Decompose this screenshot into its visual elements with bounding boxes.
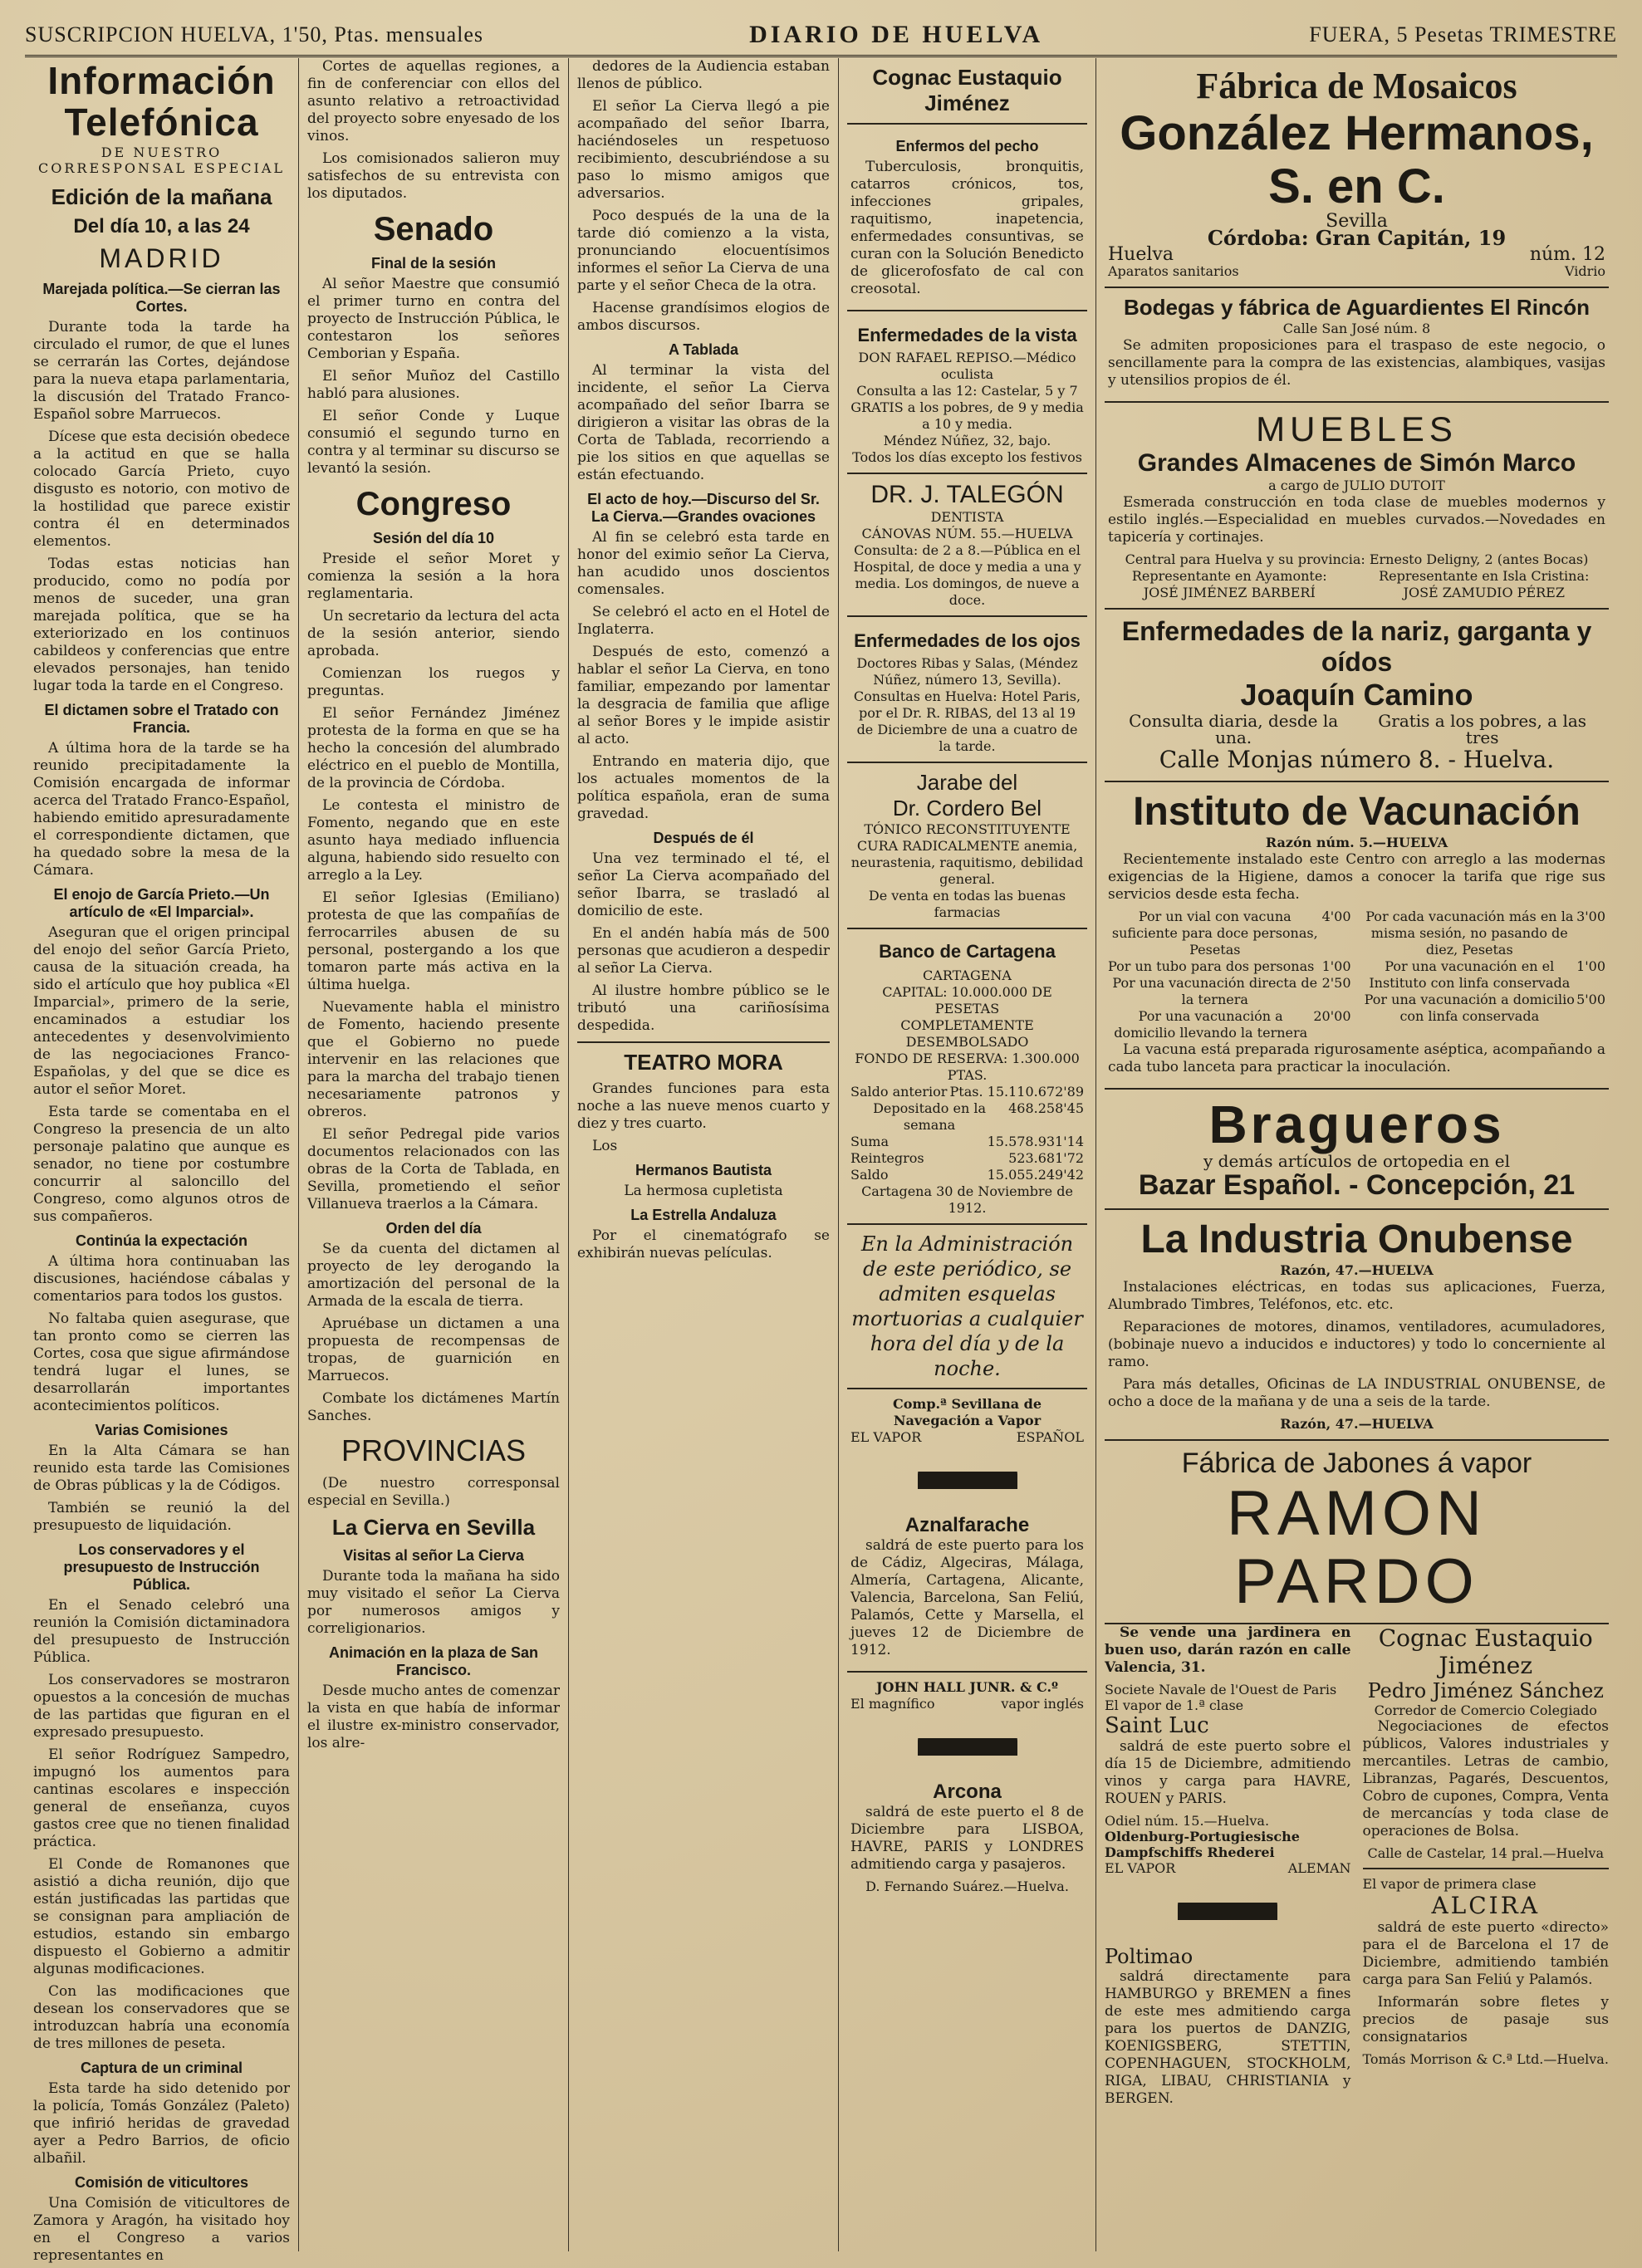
- ad-title: Bragueros: [1208, 1095, 1505, 1154]
- ad-line: FONDO DE RESERVA: 1.300.000 PTAS.: [855, 1051, 1080, 1083]
- balance-label: Saldo: [850, 1167, 889, 1183]
- ad-line: Razón núm. 5.—HUELVA: [1265, 835, 1448, 850]
- balance-row: [850, 1167, 1084, 1183]
- ad-title: Cognac Eustaquio Jiménez: [1378, 1624, 1593, 1679]
- tariff-value: 3'00: [1576, 909, 1605, 924]
- tariff-label: Por un vial con vacuna suficiente para doce personas, Pesetas: [1111, 909, 1318, 958]
- ad-line: El magnífico: [850, 1696, 935, 1712]
- paragraph: Preside el señor Moret y comienza la sesión a la hora reglamentaria.: [307, 551, 560, 602]
- ad-line: Corredor de Comercio Colegiado: [1374, 1702, 1597, 1718]
- ad-muebles: [1105, 403, 1609, 610]
- column-3: [569, 58, 839, 2251]
- tariff-value: 1'00: [1321, 958, 1351, 974]
- ad-line: CÁNOVAS NÚM. 55.—HUELVA: [861, 526, 1073, 541]
- ad-text: Negociaciones de efectos públicos, Valores industriales y mercantiles. Letras de cambio, Libranzas, Pagarés, Descuentos, Cobro de cupones, Compra, Venta de mercancías y toda clase de operaciones de Bolsa.: [1362, 1718, 1609, 1839]
- ad-title: Bazar Español. - Concepción, 21: [1138, 1169, 1576, 1201]
- balance-label: Depositado en la semana: [873, 1100, 987, 1133]
- tariff-value: 1'00: [1576, 958, 1605, 974]
- ad-hall: [847, 1673, 1087, 1902]
- ad-text: Se vende una jardinera en buen uso, darán razón en calle Valencia, 31.: [1105, 1624, 1351, 1676]
- ad-line: De venta en todas las buenas farmacias: [868, 888, 1066, 920]
- paragraph: A última hora de la tarde se ha reunido precipitadamente la Comisión encargada de informar acerca del Tratado Franco-Español, habiendo emitido apresuradamente el correspondiente dictamen, que ha quedado sobre la mesa de la Cámara.: [33, 740, 290, 879]
- ship-name: ALCIRA: [1431, 1892, 1541, 1919]
- ad-text: La vacuna está preparada rigurosamente aséptica, acompañando a cada tubo lanceta para practicar la inoculación.: [1108, 1041, 1605, 1075]
- paragraph: En la Alta Cámara se han reunido esta tarde las Comisiones de Obras públicas y la de Códigos.: [33, 1443, 290, 1494]
- ad-jabones: [1105, 1441, 1609, 1624]
- ship-name: Aznalfarache: [904, 1514, 1030, 1536]
- ad-line: y demás artículos de ortopedia en el: [1203, 1151, 1510, 1171]
- ad-line: JOSÉ ZAMUDIO PÉREZ: [1403, 585, 1565, 600]
- column-5: [1096, 58, 1617, 2251]
- ad-text: En la Administración de este periódico, se admiten esquelas mortuorias a cualquier hora del día y de la noche.: [851, 1232, 1083, 1380]
- ad-industria: [1105, 1210, 1609, 1441]
- section-heading: PROVINCIAS: [341, 1433, 527, 1467]
- headline: El acto de hoy.—Discurso del Sr. La Cierva.—Grandes ovaciones: [587, 491, 820, 525]
- paragraph: Los comisionados salieron muy satisfechos de su entrevista con los diputados.: [307, 150, 560, 202]
- ad-line: CURA RADICALMENTE anemia, neurastenia, raquitismo, debilidad general.: [850, 838, 1084, 887]
- ship-illustration: [918, 1451, 1017, 1509]
- ad-line: Aparatos sanitarios: [1108, 263, 1239, 279]
- ad-text: saldrá de este puerto sobre el día 15 de Diciembre, admitiendo vinos y carga para HAVRE, ROUEN y PARIS.: [1105, 1738, 1351, 1807]
- ad-talegon: [847, 474, 1087, 617]
- tariff-row: [1363, 909, 1606, 958]
- tariff-row: [1363, 992, 1606, 1025]
- balance-label: Suma: [850, 1134, 889, 1149]
- ad-title: Fábrica de Jabones á vapor: [1181, 1448, 1532, 1479]
- ad-title: La Industria Onubense: [1140, 1217, 1573, 1261]
- ad-text: saldrá de este puerto para los de Cádiz, Algeciras, Málaga, Almería, Cartagena, Alicante, Valencia, Barcelona, San Feliú, Palamós, Cette y Marsella, el jueves 12 de Diciembre de 1912.: [850, 1537, 1084, 1658]
- ad-line: Tomás Morrison & C.ª Ltd.—Huelva.: [1362, 2051, 1609, 2067]
- ad-line: ESPAÑOL: [1016, 1429, 1084, 1445]
- paragraph: Nuevamente habla el ministro de Fomento, haciendo presente que el Gobierno no puede intervenir en las relaciones que para la marcha del trabajo tienen necesariamente patronos y obreros.: [307, 999, 560, 1120]
- ad-row: [1105, 1860, 1351, 1877]
- balance-row: [850, 1084, 1084, 1100]
- ad-instituto: [1105, 782, 1609, 1090]
- ad-line: Calle de Castelar, 14 pral.—Huelva: [1367, 1845, 1604, 1861]
- paragraph: Por el cinematógrafo se exhibirán nuevas películas.: [577, 1227, 830, 1261]
- tariff-value: 20'00: [1313, 1008, 1351, 1024]
- ad-title: Fábrica de Mosaicos: [1196, 66, 1517, 106]
- ad-text: Se admiten proposiciones para el traspaso de este negocio, o sencillamente para la compra de las existencias, alambiques, vasijas y utensilios propios de él.: [1108, 337, 1605, 389]
- ad-banco: [847, 929, 1087, 1225]
- headline: Continúa la expectación: [75, 1232, 248, 1249]
- ad-heading: Enfermedades de la vista: [857, 325, 1077, 345]
- ad-mosaicos: [1105, 58, 1609, 288]
- ad-jarabe: [847, 763, 1087, 929]
- paragraph: Esta tarde se comentaba en el Congreso la presencia de un alto personaje palatino que aunque es senador, no tiene por costumbre concurrir al saloncillo del Congreso, como algunos otros de sus compañeros.: [33, 1104, 290, 1225]
- paragraph: Con las modificaciones que desean los conservadores que se introduzcan habría una economía de tres millones de peseta.: [33, 1983, 290, 2052]
- paragraph: El señor Iglesias (Emiliano) protesta de que las compañías de ferrocarriles abusen de su personal, postergando a los que tomaron parte más activa en la última huelga.: [307, 889, 560, 993]
- tariff-label: Por una vacunación en el Instituto con linfa conservada: [1369, 958, 1571, 991]
- paragraph: El señor La Cierva llegó a pie acompañado del señor Ibarra, haciéndoseles un respetuoso recibimiento, descubriéndose a su paso lo mismo amigos que adversarios.: [577, 98, 830, 202]
- bottom-right-ads: [1363, 1624, 1610, 2113]
- balance-label: Reintegros: [850, 1150, 924, 1166]
- paragraph: Un secretario da lectura del acta de la sesión anterior, siendo aprobada.: [307, 608, 560, 659]
- tariff-value: 2'50: [1321, 975, 1351, 991]
- ad-title: Enfermedades de la nariz, garganta y oídos: [1121, 616, 1592, 677]
- ad-line: Representante en Ayamonte:: [1131, 568, 1327, 584]
- ad-line: JOHN HALL JUNR. & C.º: [875, 1679, 1059, 1695]
- headline: Visitas al señor La Cierva: [343, 1547, 524, 1564]
- ad-text: Para más detalles, Oficinas de LA INDUSTRIAL ONUBENSE, de ocho a doce de la mañana y de una a seis de la tarde.: [1108, 1376, 1605, 1410]
- balance-label: Saldo anterior: [850, 1084, 948, 1100]
- tariff-label: Por cada vacunación más en la misma sesión, no pasando de diez, Pesetas: [1365, 909, 1574, 958]
- paragraph: Al señor Maestre que consumió el primer turno en contra del proyecto de Instrucción Pública, le contestaron los señores Cemborian y España.: [307, 276, 560, 362]
- ad-heading: Enfermedades de los ojos: [854, 630, 1081, 651]
- paragraph: Entrando en materia dijo, que los actuales momentos de la política española, eran de suma gravedad.: [577, 753, 830, 822]
- ad-line: Odiel núm. 15.—Huelva.: [1105, 1813, 1270, 1829]
- ad-title: Grandes Almacenes de Simón Marco: [1137, 449, 1576, 477]
- balance-value: Ptas. 15.110.672'89: [949, 1084, 1084, 1100]
- tariff-row: [1108, 975, 1351, 1008]
- balance-row: [850, 1134, 1084, 1150]
- ad-line: D. Fernando Suárez.—Huelva.: [865, 1879, 1069, 1894]
- headline: Varias Comisiones: [95, 1422, 228, 1438]
- ad-title: Dr. Cordero Bel: [892, 796, 1042, 820]
- paragraph: Combate los dictámenes Martín Sanches.: [307, 1390, 560, 1424]
- ad-camino: [1105, 610, 1609, 782]
- section-heading: Congreso: [355, 486, 512, 522]
- paragraph: Le contesta el ministro de Fomento, negando que en este asunto haya mediado influencia alguna, habiendo sido resuelto con arreglo a la Ley.: [307, 797, 560, 884]
- tariff-label: Por un tubo para dos personas: [1108, 958, 1315, 974]
- ad-line: Comp.ª Sevillana de Navegación a Vapor: [892, 1396, 1042, 1428]
- ad-line: EL VAPOR: [1105, 1860, 1176, 1876]
- section-title: Información Telefónica: [47, 59, 276, 144]
- headline: Captura de un criminal: [80, 2060, 243, 2076]
- ad-line: a cargo de JULIO DUTOIT: [1268, 478, 1445, 493]
- ad-text: Esmerada construcción en toda clase de muebles modernos y estilo inglés.—Especialidad en muebles curvados.—Novedades en tapicería y cortinajes.: [1108, 494, 1605, 546]
- divider: [577, 1041, 830, 1043]
- tariff-value: 4'00: [1321, 909, 1351, 924]
- ship-name: Poltimao: [1105, 1945, 1194, 1968]
- ad-bragueros: [1105, 1090, 1609, 1210]
- edition-label: Edición de la mañana: [51, 184, 272, 209]
- masthead: [25, 20, 1617, 57]
- headline: El enojo de García Prieto.—Un artículo de «El Imparcial».: [53, 886, 270, 920]
- paragraph: Se celebró el acto en el Hotel de Inglaterra.: [577, 604, 830, 638]
- ad-line: JOSÉ JIMÉNEZ BARBERÍ: [1143, 585, 1316, 600]
- paragraph: En el andén había más de 500 personas que acudieron a despedir al señor La Cierva.: [577, 925, 830, 977]
- paragraph: El señor Rodríguez Sampedro, impugnó los aumentos para cantinas escolares e inspección general de enseñanza, cuyos gastos cree que no tienen finalidad práctica.: [33, 1746, 290, 1850]
- headline: La Cierva en Sevilla: [331, 1515, 536, 1540]
- ad-line: Oldenburg-Portugiesische Dampfschiffs Rhederei: [1105, 1829, 1300, 1860]
- paragraph: Aseguran que el origen principal del enojo del señor García Prieto, causa de la situación creada, ha sido el artículo que hoy publica «El Imparcial», primero de la serie, encaminados a estudiar los antecedentes y desenvolvimiento de las negociaciones Franco-Españolas, y del que se dice es autor el señor Moret.: [33, 924, 290, 1098]
- section-heading: Senado: [373, 211, 494, 247]
- paragraph: El señor Conde y Luque consumió el segundo turno en contra y al terminar su discurso se levantó la sesión.: [307, 408, 560, 477]
- paragraph: Al ilustre hombre público se le tributó una cariñosísima despedida.: [577, 982, 830, 1034]
- balance-value: 15.055.249'42: [987, 1167, 1084, 1183]
- ad-text: Recientemente instalado este Centro con arreglo a las modernas exigencias de la Higiene, damos a conocer la tarifa que rige sus servicios desde esta fecha.: [1108, 851, 1605, 903]
- paragraph: La hermosa cupletista: [624, 1183, 783, 1199]
- paragraph: Los: [592, 1138, 618, 1154]
- paragraph: Hacense grandísimos elogios de ambos discursos.: [577, 300, 830, 334]
- ad-line: vapor inglés: [1001, 1696, 1084, 1712]
- balance-row: [850, 1150, 1084, 1167]
- headline: Final de la sesión: [370, 255, 497, 272]
- ad-text: Informarán sobre fletes y precios de pasaje sus consignatarios: [1362, 1994, 1609, 2045]
- ad-line: Central para Huelva y su provincia: Ernesto Deligny, 2 (antes Bocas): [1125, 551, 1589, 567]
- ad-title: González Hermanos, S. en C.: [1120, 106, 1594, 213]
- ad-ojos: [847, 617, 1087, 763]
- bottom-left-ads: [1105, 1624, 1351, 2113]
- paragraph: Cortes de aquellas regiones, a fin de conferenciar con ellos del asunto relativo a retroactividad del proyecto sobre enyesado de los vinos.: [307, 58, 560, 145]
- paragraph: Una Comisión de viticultores de Zamora y Aragón, ha visitado hoy en el Congreso a varios representantes en: [33, 2195, 290, 2264]
- ad-line: CAPITAL: 10.000.000 DE PESETAS: [882, 984, 1052, 1016]
- ad-row: [1108, 568, 1605, 601]
- ad-line: GRATIS a los pobres, de 9 y media a 10 y media.: [850, 399, 1084, 432]
- ad-line: DON RAFAEL REPISO.—Médico oculista: [858, 350, 1076, 382]
- ad-text: Reparaciones de motores, dinamos, ventiladores, acumuladores, (bobinaje nuevo a inducidos e inductores) y todo lo concerniente al ramo.: [1108, 1319, 1605, 1370]
- paragraph: Comienzan los ruegos y preguntas.: [307, 665, 560, 699]
- ad-line: Societe Navale de l'Ouest de Paris: [1105, 1682, 1337, 1697]
- tariff-label: Por una vacunación a domicilio con linfa conservada: [1364, 992, 1575, 1024]
- paragraph: En el Senado celebró una reunión la Comisión dictaminadora del presupuesto de Instrucción Pública.: [33, 1597, 290, 1666]
- masthead-left: SUSCRIPCION HUELVA, 1'50, Ptas. mensuales: [25, 22, 484, 47]
- ad-text: Tuberculosis, bronquitis, catarros crónicos, tos, infecciones gripales, raquitismo, inapetencia, enfermedades consuntivas, se curan con la Solución Benedicto de glicerofosfato de cal con creosotal.: [850, 159, 1084, 297]
- headline: Los conservadores y el presupuesto de Instrucción Pública.: [63, 1541, 260, 1593]
- tariff-label: Por una vacunación directa de la ternera: [1112, 975, 1318, 1007]
- paragraph: El señor Pedregal pide varios documentos relacionados con las obras de la Corta de Tablada, en Sevilla, prometiendo el señor Villanueva traerlos a la Cámara.: [307, 1126, 560, 1212]
- paragraph: A última hora continuaban las discusiones, haciéndose cábalas y comentarios para todos los gustos.: [33, 1253, 290, 1305]
- ad-line: El vapor de 1.ª clase: [1105, 1697, 1244, 1713]
- paragraph: Grandes funciones para esta noche a las nueve menos cuarto y diez y tres cuarto.: [577, 1080, 830, 1132]
- tariff-row: [1363, 958, 1606, 992]
- balance-row: [850, 1100, 1084, 1134]
- ad-line: Doctores Ribas y Salas, (Méndez Núñez, número 13, Sevilla).: [856, 655, 1078, 688]
- bottom-ads: [1105, 1624, 1609, 2113]
- ad-line: Calle San José núm. 8: [1282, 321, 1431, 336]
- ad-text: Instalaciones eléctricas, en todas sus aplicaciones, Fuerza, Alumbrado Timbres, Teléfonos, etc. etc.: [1108, 1279, 1605, 1313]
- ad-line: COMPLETAMENTE DESEMBOLSADO: [900, 1017, 1034, 1050]
- ad-row: [850, 1429, 1084, 1446]
- ad-line: Consulta a las 12: Castelar, 5 y 7: [856, 383, 1078, 399]
- ad-line: Razón, 47.—HUELVA: [1280, 1416, 1434, 1432]
- ad-line: CARTAGENA: [923, 967, 1012, 983]
- theater-heading: TEATRO MORA: [624, 1050, 783, 1075]
- ad-line: DENTISTA: [930, 509, 1004, 525]
- ad-text: saldrá de este puerto el 8 de Diciembre para LISBOA, HAVRE, PARIS y LONDRES admitiendo carga y pasajeros.: [850, 1804, 1084, 1873]
- ad-text: saldrá de este puerto «directo» para el de Barcelona el 17 de Diciembre, admitiendo también carga para San Feliú y Palamós.: [1362, 1919, 1609, 1988]
- ad-row: [1108, 713, 1605, 746]
- ad-title: Instituto de Vacunación: [1133, 790, 1581, 834]
- paragraph: El señor Muñoz del Castillo habló para alusiones.: [307, 368, 560, 402]
- ad-line: Córdoba: Gran Capitán, 19: [1207, 226, 1507, 250]
- ad-title: Jarabe del: [916, 770, 1018, 795]
- ad-title: Bodegas y fábrica de Aguardientes El Rincón: [1123, 295, 1591, 320]
- ad-text: saldrá directamente para HAMBURGO y BREMEN a fines de este mes admitiendo carga para los puertos de DANZIG, KOENIGSBERG, STETTIN, COPENHAGUEN, STOCKHOLM, RIGA, LIBAU, CHRISTIANIA y BERGEN.: [1105, 1968, 1351, 2107]
- column-4: [839, 58, 1096, 2251]
- column-1: [25, 58, 299, 2264]
- balance-value: 15.578.931'14: [987, 1134, 1084, 1149]
- ship-illustration: [918, 1717, 1017, 1776]
- ad-line: Cartagena 30 de Noviembre de 1912.: [861, 1183, 1073, 1216]
- edition-date: Del día 10, a las 24: [73, 215, 250, 238]
- ad-vista: [847, 311, 1087, 474]
- ad-row: [850, 1696, 1084, 1712]
- headline: Hermanos Bautista: [635, 1162, 772, 1178]
- paragraph: El señor Fernández Jiménez protesta de la forma en que se ha hecho la concesión del alumbrado eléctrico en el pueblo de Montilla, de la provincia de Córdoba.: [307, 705, 560, 791]
- paragraph: También se reunió la del presupuesto de liquidación.: [33, 1500, 290, 1534]
- ad-row: [1108, 263, 1605, 280]
- ad-line: Sevilla: [1326, 211, 1388, 232]
- ad-title: RAMON PARDO: [1227, 1478, 1487, 1617]
- paragraph: Todas estas noticias han producido, como no podía por menos de suceder, una gran marejada política, que se ha exteriorizado en los continuos cabildeos y conferencias que entre elevados personajes, han tenido lugar toda la tarde en el Congreso.: [33, 556, 290, 694]
- paragraph: Se da cuenta del dictamen al proyecto de ley derogando la amortización del personal de la Armada de la escala de tierra.: [307, 1241, 560, 1310]
- paragraph: Al fin se celebró esta tarde en honor del eximio señor La Cierva, han acudido unos doscientos comensales.: [577, 529, 830, 598]
- tariff-table: [1108, 909, 1605, 1041]
- ad-navegacion: [847, 1389, 1087, 1673]
- paragraph: No faltaba quien asegurase, que tan pronto como se cierren las Cortes, cosa que sigue afirmándose tendrá lugar el lunes, se desarrollarán importantes acontecimientos políticos.: [33, 1310, 290, 1414]
- ad-line: Huelva: [1108, 244, 1174, 265]
- headline: La Estrella Andaluza: [630, 1207, 777, 1223]
- ad-administracion: [847, 1225, 1087, 1389]
- ad-line: TÓNICO RECONSTITUYENTE: [864, 821, 1071, 837]
- paragraph: Apruébase un dictamen a una propuesta de recompensas de tropas, de guarnición en Marruecos.: [307, 1315, 560, 1384]
- paragraph: Poco después de la una de la tarde dió comienzo a la vista, pronunciando elocuentísimos informes el señor La Cierva de una parte y el señor Checa de la otra.: [577, 208, 830, 294]
- ad-line: Todos los días excepto los festivos: [852, 449, 1082, 465]
- paragraph: Al terminar la vista del incidente, el señor La Cierva acompañado del señor Ibarra se dirigieron a visitar las obras de la Corta de Tablada, recorriendo a pie los sitios en que aquellas se están efectuando.: [577, 362, 830, 483]
- ad-line: Representante en Isla Cristina:: [1379, 568, 1590, 584]
- paragraph: Durante toda la mañana ha sido muy visitado el señor La Cierva por numerosos amigos y correligionarios.: [307, 1568, 560, 1637]
- tariff-row: [1108, 909, 1351, 958]
- ship-name: Arcona: [933, 1781, 1002, 1803]
- headline: Marejada política.—Se cierran las Cortes.: [42, 281, 281, 315]
- ad-line: Consulta: de 2 a 8.—Pública en el Hospital, de doce y media a una y media. Los domingos, de nueve a doce.: [853, 542, 1081, 608]
- ship-illustration: [1178, 1882, 1277, 1940]
- masthead-right: FUERA, 5 Pesetas TRIMESTRE: [1309, 22, 1617, 47]
- edition-city: MADRID: [99, 243, 224, 273]
- paragraph: Una vez terminado el té, el señor La Cierva acompañado del señor Ibarra, se trasladó al domicilio de este.: [577, 850, 830, 919]
- headline: Animación en la plaza de San Francisco.: [328, 1644, 539, 1678]
- headline: Orden del día: [385, 1220, 482, 1237]
- ad-line: ALEMAN: [1287, 1860, 1351, 1876]
- ad-line: Consultas en Huelva: Hotel Paris, por el Dr. R. RIBAS, del 13 al 19 de Diciembre de una a cuatro de la tarde.: [853, 688, 1081, 754]
- paragraph: Durante toda la tarde ha circulado el rumor, de que el lunes se cerrarán las Cortes, dejándose para la nueva etapa parlamentaria, la discusión del Tratado Franco-Español sobre Marruecos.: [33, 319, 290, 423]
- headline: Después de él: [653, 830, 754, 846]
- ship-name: Saint Luc: [1105, 1713, 1209, 1738]
- ad-title: MUEBLES: [1256, 409, 1458, 448]
- paragraph: Los conservadores se mostraron opuestos a la concesión de muchas de las partidas que figuran en el expresado presupuesto.: [33, 1672, 290, 1741]
- paragraph: (De nuestro corresponsal especial en Sevilla.): [307, 1475, 560, 1509]
- headline: El dictamen sobre el Tratado con Francia.: [44, 702, 279, 736]
- ad-line: El vapor de primera clase: [1362, 1876, 1537, 1892]
- divider: [1363, 1868, 1610, 1869]
- ad-line: Razón, 47.—HUELVA: [1280, 1262, 1434, 1278]
- tariff-label: Por una vacunación a domicilio llevando la ternera: [1114, 1008, 1308, 1041]
- column-2: [299, 58, 569, 2251]
- ad-line: Méndez Núñez, 32, bajo.: [883, 433, 1051, 448]
- section-subtitle: DE NUESTRO CORRESPONSAL ESPECIAL: [37, 145, 286, 176]
- tariff-value: 5'00: [1576, 992, 1605, 1007]
- headline: Sesión del día 10: [372, 530, 495, 546]
- headline: Comisión de viticultores: [74, 2174, 249, 2191]
- ad-title: DR. J. TALEGÓN: [870, 481, 1064, 508]
- paragraph: Esta tarde ha sido detenido por la policía, Tomás González (Paleto) que infirió heridas de gravedad ayer a Pedro Barrios, de oficio albañil.: [33, 2080, 290, 2167]
- ad-cognac: [847, 58, 1087, 125]
- ad-heading: Enfermos del pecho: [895, 138, 1039, 154]
- paragraph: dedores de la Audiencia estaban llenos de público.: [577, 58, 830, 92]
- tariff-row: [1108, 958, 1351, 975]
- ad-heading: Banco de Cartagena: [879, 941, 1056, 962]
- ad-line: núm. 12: [1529, 244, 1605, 265]
- ad-line: Vidrio: [1564, 263, 1605, 279]
- ad-title: Pedro Jiménez Sánchez: [1367, 1679, 1604, 1702]
- headline: A Tablada: [668, 341, 738, 358]
- balance-value: 523.681'72: [1008, 1150, 1084, 1166]
- balance-value: 468.258'45: [1008, 1100, 1084, 1116]
- tariff-row: [1108, 1008, 1351, 1041]
- ad-title: Joaquín Camino: [1240, 678, 1473, 712]
- ad-line: EL VAPOR: [850, 1429, 922, 1445]
- ad-title: Cognac Eustaquio Jiménez: [872, 65, 1062, 115]
- ad-line: Calle Monjas número 8. - Huelva.: [1159, 746, 1555, 773]
- paragraph: Desde mucho antes de comenzar la vista en que había de informar el ilustre ex-ministro conservador, los alre-: [307, 1683, 560, 1751]
- ad-pecho: [847, 125, 1087, 311]
- paragraph: El Conde de Romanones que asistió a dicha reunión, dijo que están justificadas las partidas que se consignan para ampliación de estudios, estando sin embargo dispuesto el Gobierno a admitir algunas modificaciones.: [33, 1856, 290, 1977]
- masthead-title: DIARIO DE HUELVA: [749, 21, 1044, 48]
- ad-bodegas: [1105, 288, 1609, 403]
- ad-line: Gratis a los pobres, a las tres: [1378, 711, 1587, 747]
- paragraph: Después de esto, comenzó a hablar el señor La Cierva, en tono familiar, empezando por lamentar la desgracia de familia que aflige al señor Bores y le impide asistir al acto.: [577, 644, 830, 747]
- paragraph: Dícese que esta decisión obedece a la actitud en que se halla colocado García Prieto, cuyo disgusto es notorio, con motivo de la hostilidad que parece existir contra él en determinados elementos.: [33, 429, 290, 550]
- ad-line: Consulta diaria, desde la una.: [1129, 711, 1339, 747]
